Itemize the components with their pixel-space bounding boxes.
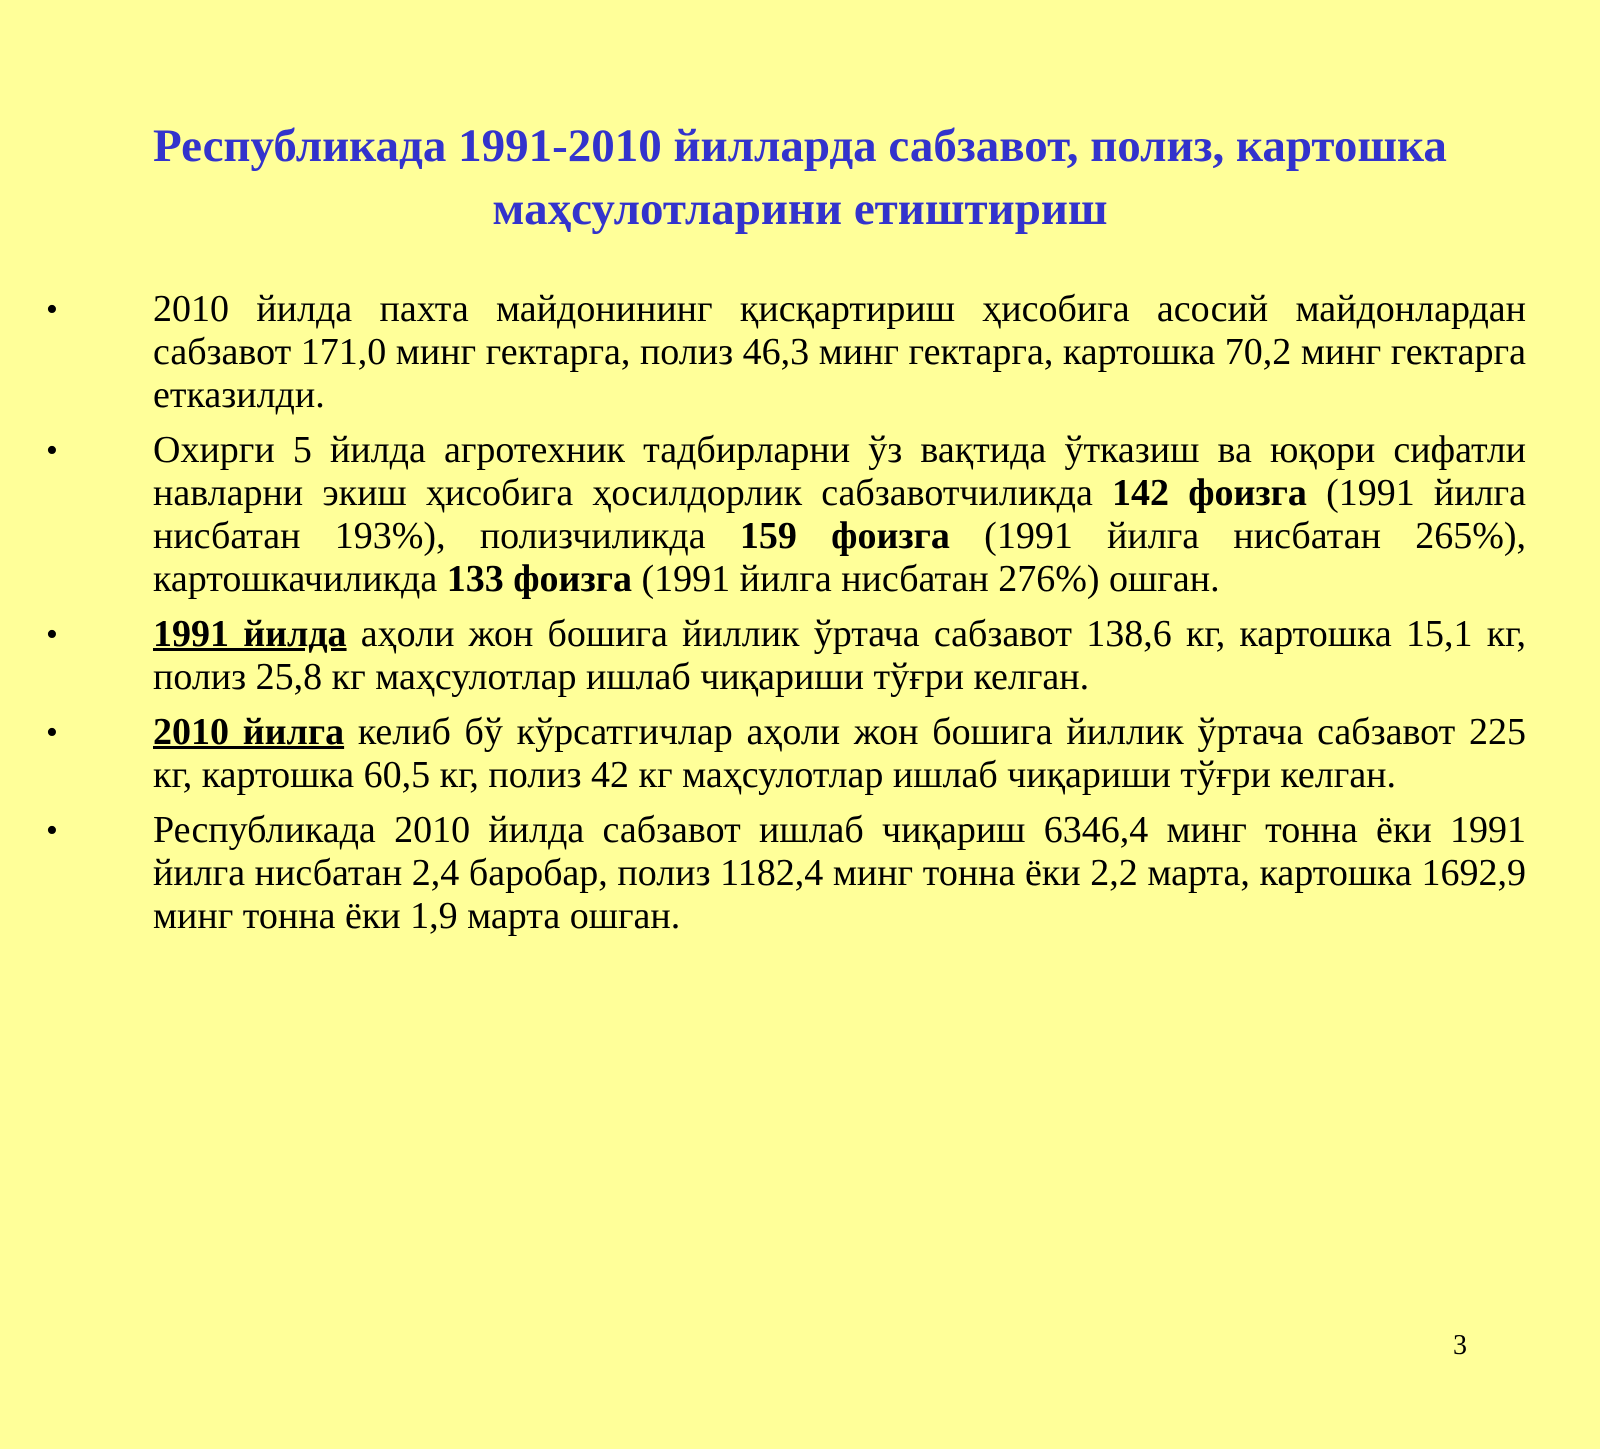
bullet-bold-value: 133 фоизга <box>446 558 632 600</box>
slide-title-line-1: Республикада 1991-2010 йилларда сабзавот, полиз, картошка <box>153 120 1447 172</box>
bullet-bold-value: 159 фоизга <box>739 515 950 557</box>
bullet-icon: • <box>46 812 58 849</box>
page-number: 3 <box>1453 1330 1467 1361</box>
bullet-item-2 <box>0 429 1526 601</box>
bullet-text-part: (1991 йилга нисбатан 265%), картошкачиликда <box>153 515 1527 600</box>
bullet-text-part: (1991 йилга нисбатан 193%), полизчиликда <box>153 472 1526 557</box>
bullet-icon: • <box>46 616 58 653</box>
bullet-bold-value: 142 фоизга <box>1112 472 1307 514</box>
bullet-item-3 <box>0 613 1526 699</box>
slide-title-line-2: маҳсулотларини етиштириш <box>492 183 1108 235</box>
bullet-text-part: Охирги 5 йилда агротехник тадбирларни ўз вақтида ўтказиш ва юқори сифатли навларни экиш ҳисобига ҳосилдорлик сабзавотчиликда <box>153 429 1526 514</box>
bullet-text: келиб бў кўрсатгичлар аҳоли жон бошига йиллик ўртача сабзавот 225 кг, картошка 60,5 кг, полиз 42 кг маҳсулотлар ишлаб чиқариши тўғри келган. <box>153 711 1526 796</box>
bullet-text: аҳоли жон бошига йиллик ўртача сабзавот 138,6 кг, картошка 15,1 кг, полиз 25,8 кг маҳсулотлар ишлаб чиқариши тўғри келган. <box>153 613 1526 698</box>
bullet-item-1 <box>0 288 1526 417</box>
bullet-icon: • <box>46 291 58 328</box>
bullet-text: Республикада 2010 йилда сабзавот ишлаб чиқариш 6346,4 минг тонна ёки 1991 йилга нисбатан 2,4 баробар, полиз 1182,4 минг тонна ёки 2,2 марта, картошка 1692,9 минг тонна ёки 1,9 марта ошган. <box>153 809 1526 937</box>
bullet-text-part: (1991 йилга нисбатан 276%) ошган. <box>631 558 1220 600</box>
bullet-lead-year: 1991 йилда <box>153 613 347 655</box>
bullet-item-5 <box>0 809 1526 938</box>
bullet-icon: • <box>46 714 58 751</box>
bullet-lead-year: 2010 йилга <box>153 711 345 753</box>
bullet-item-4 <box>0 711 1526 797</box>
slide-title <box>40 115 1560 241</box>
bullet-text: 2010 йилда пахта майдонининг қисқартириш ҳисобига асосий майдонлардан сабзавот 171,0 минг гектарга, полиз 46,3 минг гектарга, картошка 70,2 минг гектарга етказилди. <box>153 288 1526 416</box>
bullet-icon: • <box>46 432 58 469</box>
bullet-list <box>0 288 1600 950</box>
